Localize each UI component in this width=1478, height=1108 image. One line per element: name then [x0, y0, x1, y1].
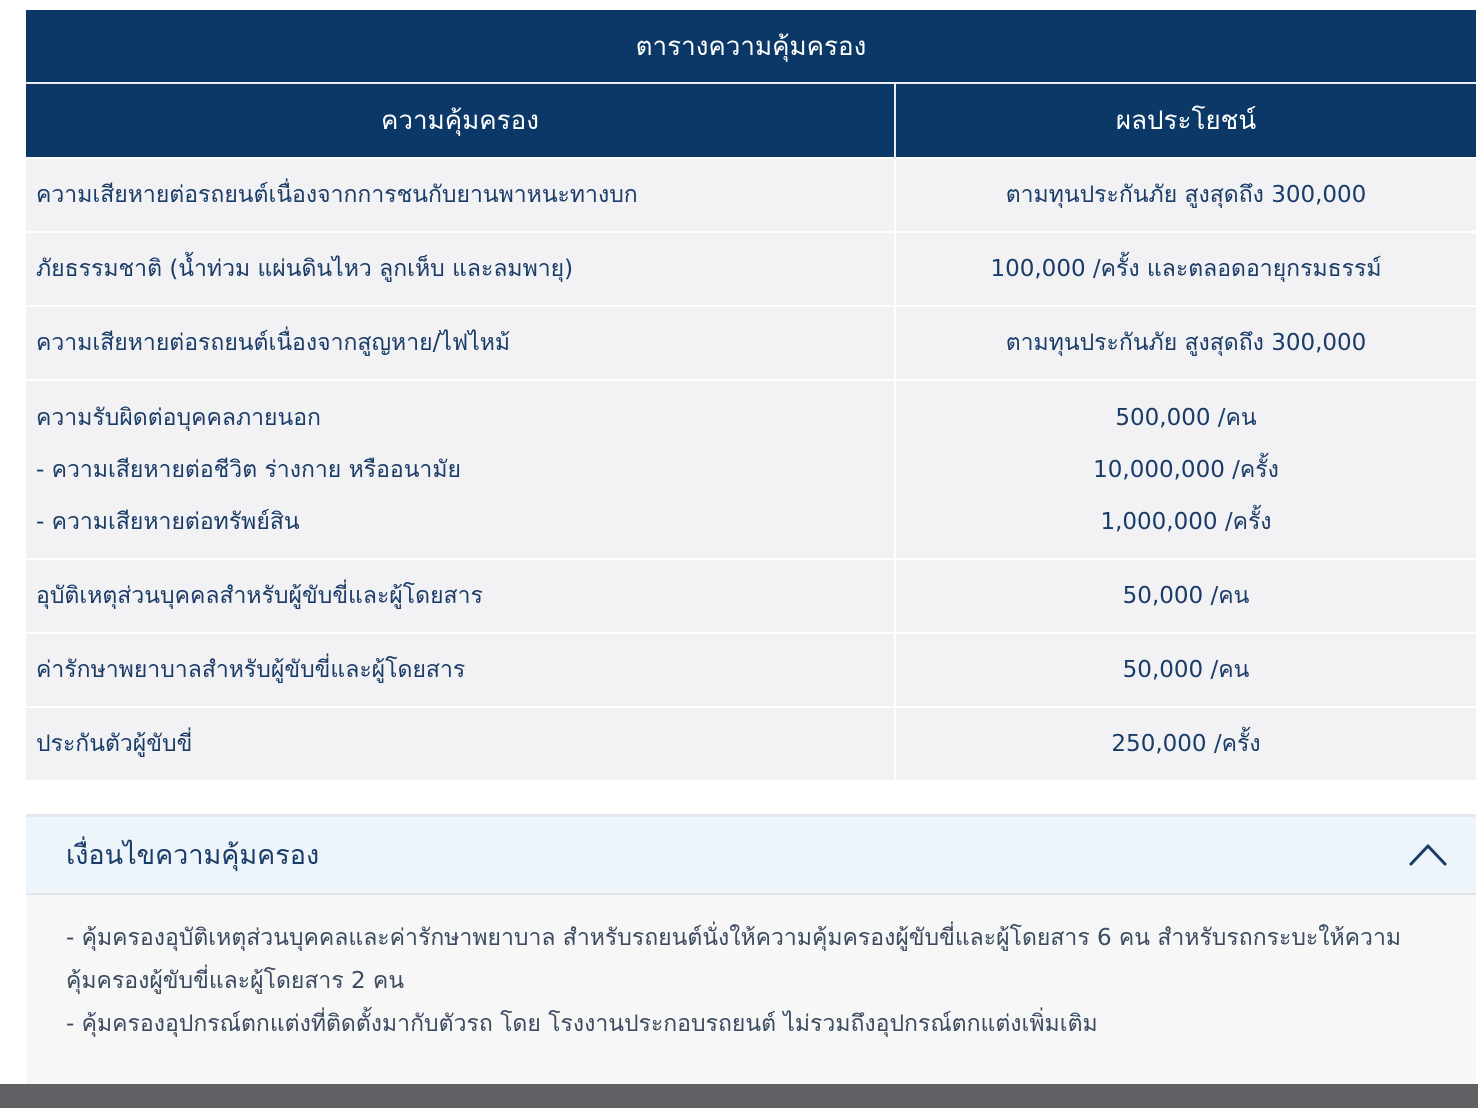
coverage-cell: [26, 380, 895, 559]
table-row: [26, 158, 1476, 232]
conditions-body: [26, 895, 1476, 1046]
coverage-cell: อุบัติเหตุส่วนบุคคลสำหรับผู้ขับขี่และผู้โดยสาร: [26, 559, 895, 633]
table-title: ตารางความคุ้มครอง: [26, 10, 1476, 83]
benefit-cell: [895, 380, 1476, 559]
bottom-bar: [0, 1084, 1478, 1108]
benefit-cell: ตามทุนประกันภัย สูงสุดถึง 300,000: [895, 306, 1476, 380]
coverage-cell: ค่ารักษาพยาบาลสำหรับผู้ขับขี่และผู้โดยสาร: [26, 633, 895, 707]
condition-item: - คุ้มครองอุปกรณ์ตกแต่งที่ติดตั้งมากับตัวรถ โดย โรงงานประกอบรถยนต์ ไม่รวมถึงอุปกรณ์ตกแต่งเพิ่มเติม: [66, 1011, 1098, 1037]
benefit-cell: 250,000 /ครั้ง: [895, 707, 1476, 780]
chevron-up-icon[interactable]: [1408, 841, 1448, 867]
conditions-title: เงื่อนไขความคุ้มครอง: [66, 840, 320, 871]
table-header-row: [26, 83, 1476, 158]
conditions-accordion-header[interactable]: [26, 817, 1476, 895]
table-row: [26, 380, 1476, 559]
benefit-cell: 50,000 /คน: [895, 559, 1476, 633]
column-header-coverage: ความคุ้มครอง: [26, 83, 895, 158]
coverage-cell: ประกันตัวผู้ขับขี่: [26, 707, 895, 780]
table-row: [26, 633, 1476, 707]
conditions-panel: [26, 814, 1476, 1087]
coverage-cell: ภัยธรรมชาติ (น้ำท่วม แผ่นดินไหว ลูกเห็บ และลมพายุ): [26, 232, 895, 306]
coverage-table: [26, 10, 1476, 780]
benefit-cell: ตามทุนประกันภัย สูงสุดถึง 300,000: [895, 158, 1476, 232]
coverage-cell: ความเสียหายต่อรถยนต์เนื่องจากสูญหาย/ไฟไหม้: [26, 306, 895, 380]
table-row: [26, 306, 1476, 380]
table-title-row: [26, 10, 1476, 83]
benefit-line: 1,000,000 /ครั้ง: [1100, 508, 1272, 535]
table-row: [26, 707, 1476, 780]
benefit-cell: 100,000 /ครั้ง และตลอดอายุกรมธรรม์: [895, 232, 1476, 306]
coverage-line: - ความเสียหายต่อชีวิต ร่างกาย หรืออนามัย: [36, 456, 461, 483]
benefit-cell: 50,000 /คน: [895, 633, 1476, 707]
benefit-line: 500,000 /คน: [1115, 404, 1257, 431]
table-row: [26, 559, 1476, 633]
condition-item: - คุ้มครองอุบัติเหตุส่วนบุคคลและค่ารักษาพยาบาล สำหรับรถยนต์นั่งให้ความคุ้มครองผู้ขับขี่และผู้โดยสาร 6 คน สำหรับรถกระบะให้ความคุ้มครองผู้ขับขี่และผู้โดยสาร 2 คน: [66, 925, 1402, 994]
coverage-cell: ความเสียหายต่อรถยนต์เนื่องจากการชนกับยานพาหนะทางบก: [26, 158, 895, 232]
benefit-line: 10,000,000 /ครั้ง: [1093, 456, 1279, 483]
coverage-line: ความรับผิดต่อบุคคลภายนอก: [36, 404, 321, 431]
column-header-benefit: ผลประโยชน์: [895, 83, 1476, 158]
table-row: [26, 232, 1476, 306]
coverage-line: - ความเสียหายต่อทรัพย์สิน: [36, 508, 300, 535]
